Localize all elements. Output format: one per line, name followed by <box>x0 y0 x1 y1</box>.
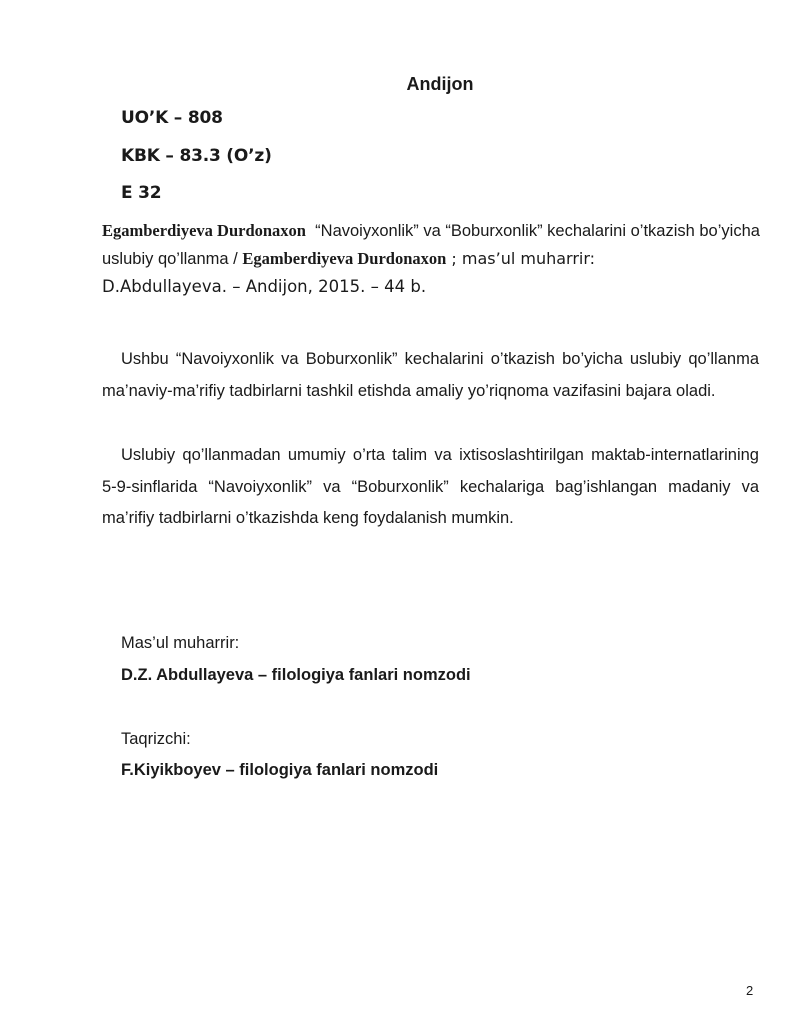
citation-editor-part: ; mas’ul muharrir: <box>446 249 596 268</box>
page-number: 2 <box>746 983 754 998</box>
editor-name: D.Z. Abdullayeva – filologiya fanlari nomzodi <box>121 666 471 684</box>
reviewer-name: F.Kiyikboyev – filologiya fanlari nomzodi <box>121 761 439 779</box>
kbk-code: KBK – 83.3 (O’z) <box>121 146 272 166</box>
annotation-paragraph-2: Uslubiy qo’llanmadan umumiy o’rta talim va ixtisoslashtirilgan maktab-internatlarining 5-9-sinflarida “Navoiyxonlik” va “Boburxonlik” kechalariga bag’ishlangan madaniy va ma’rifiy tadbirlarni o’tkazishda keng foydalanish mumkin. <box>102 446 759 527</box>
uok-code: UO’K – 808 <box>121 108 223 128</box>
annotation-paragraph-1: Ushbu “Navoiyxonlik va Boburxonlik” kechalarini o’tkazish bo’yicha uslubiy qo’llanma ma’naviy-ma’rifiy tadbirlarni tashkil etishda amaliy yo’riqnoma vazifasini bajara oladi. <box>102 350 759 400</box>
bibliographic-citation <box>102 217 760 301</box>
editor-label: Mas’ul muharrir: <box>121 634 240 652</box>
citation-publication: D.Abdullayeva. – Andijon, 2015. – 44 b. <box>102 277 427 296</box>
city-heading: Andijon <box>406 74 474 94</box>
citation-author-repeat: Egamberdiyeva Durdonaxon <box>242 249 447 268</box>
reviewer-label: Taqrizchi: <box>121 730 191 748</box>
citation-title: “Navoiyxonlik” va “Boburxonlik” kechalarini o’tkazish bo’yicha uslubiy qo’llanma / <box>102 222 760 268</box>
author-sign-code: E 32 <box>121 183 162 203</box>
citation-author: Egamberdiyeva Durdonaxon <box>102 221 306 240</box>
